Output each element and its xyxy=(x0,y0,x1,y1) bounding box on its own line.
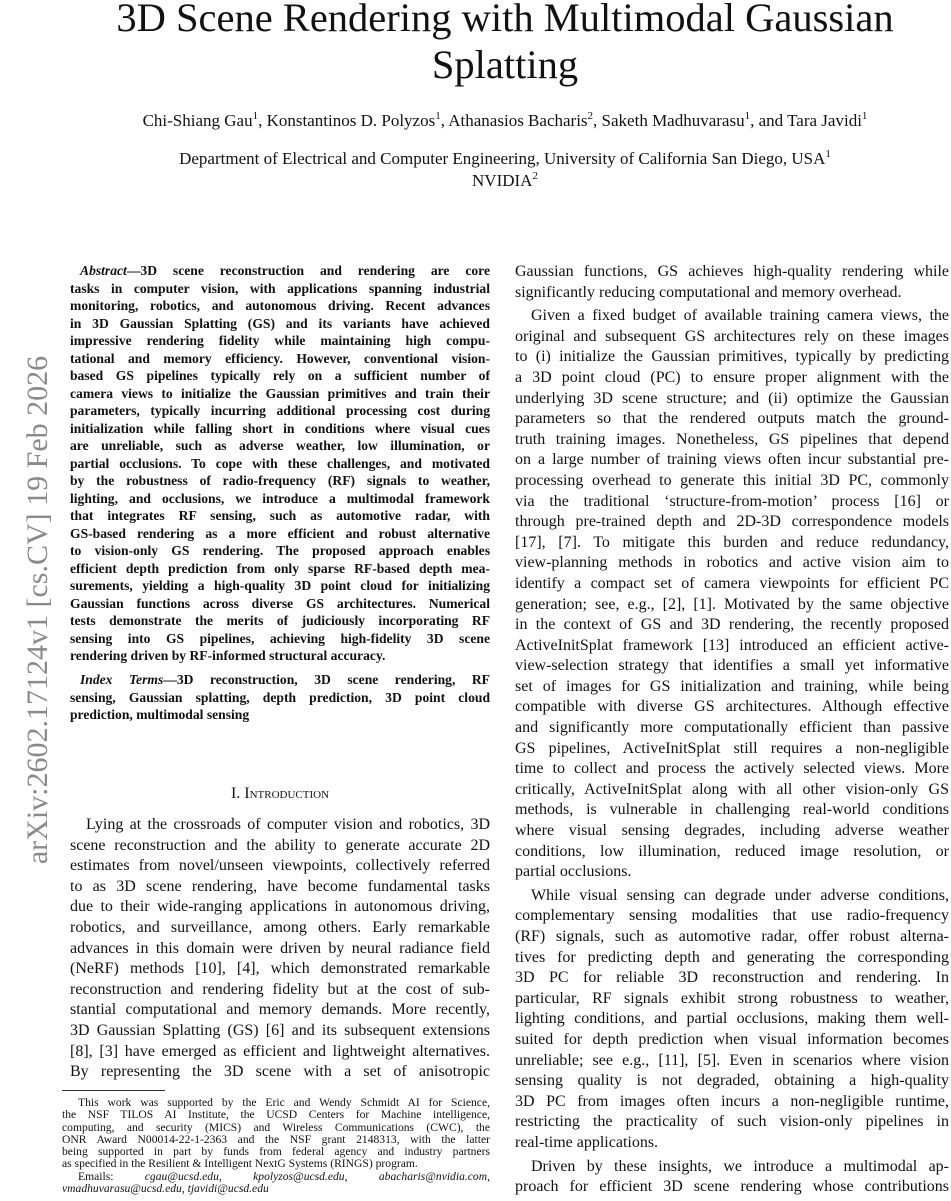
text-line: original and subsequent GS architectures rely on these images xyxy=(515,327,949,345)
text-line xyxy=(70,402,490,420)
text-line: estimates from novel/unseen viewpoints, collectively referred xyxy=(70,857,490,875)
paragraph xyxy=(515,886,949,1154)
text-line: generation; see, e.g., [2], [1]. Motivated by the same objective xyxy=(515,595,949,613)
text-line: scene reconstruction and the ability to generate accurate 2D xyxy=(70,836,490,854)
title-line: Splatting xyxy=(431,42,579,87)
text-line: (RF) signals, such as automotive radar, offer robust alterna- xyxy=(515,928,949,945)
affiliations xyxy=(0,148,951,192)
footnote-emails-line xyxy=(62,1183,490,1195)
text-line: set of images for GS initialization and training, while being xyxy=(515,677,949,695)
text-line: underlying 3D scene structure; and (ii) optimize the Gaussian xyxy=(515,389,949,407)
text-line: a 3D point cloud (PC) to ensure proper alignment with the xyxy=(515,368,949,386)
text-line: stantial computational and memory demands. More recently, xyxy=(70,1001,490,1019)
abstract-line-text: impressive rendering fidelity while maintaining high compu- xyxy=(70,333,490,348)
text-line: 3D PC for reliable 3D reconstruction and rendering. In xyxy=(515,969,949,987)
text-line: to (i) initialize the Gaussian primitives, typically by predicting xyxy=(515,348,949,366)
abstract-line-text: monitoring, robotics, and autonomous driving. Recent advances xyxy=(70,298,490,313)
abstract-label: Abstract xyxy=(80,263,127,278)
text-line: robotics, and surveillance, among others. Early remarkable xyxy=(70,918,490,936)
text-line xyxy=(70,630,490,648)
affiliation xyxy=(0,170,951,192)
text-line xyxy=(70,595,490,613)
abstract-line-text: rendering driven by RF-informed structural accuracy. xyxy=(70,648,386,663)
text-line: in the context of GS and 3D rendering, the recently proposed xyxy=(515,616,949,634)
abstract-line-text: are unreliable, such as adverse weather, low illumination, or xyxy=(70,438,490,453)
text-line: due to their wide-ranging applications in autonomous driving, xyxy=(70,898,490,916)
author-separator: , and xyxy=(750,111,788,130)
text-line: and significantly more computationally efficient than passive xyxy=(515,719,949,737)
text-line: reconstruction and rendering fidelity but at the cost of sub- xyxy=(70,980,490,998)
abstract-line-text: by the robustness of radio-frequency (RF) signals to weather, xyxy=(70,473,490,488)
paper-title xyxy=(0,0,951,88)
text-line: lighting conditions, and partial occlusions, making them well- xyxy=(515,1010,949,1028)
abstract-line-text: in 3D Gaussian Splatting (GS) and its variants have achieved xyxy=(70,315,490,331)
text-line xyxy=(70,385,490,403)
abstract-line-text: initialization while falling short in conditions where visual cues xyxy=(70,420,490,436)
text-line: partial occlusions. xyxy=(515,863,632,881)
email-addresses: cgau@ucsd.edu, kpolyzos@ucsd.edu, abacharis@nvidia.com, xyxy=(144,1169,490,1183)
text-line: Gaussian functions, GS achieves high-quality rendering while xyxy=(515,263,949,280)
footnote xyxy=(62,1097,490,1195)
title-line: 3D Scene Rendering with Multimodal Gaussian xyxy=(116,0,894,40)
text-line: sensing quality is not degraded, obtaining a high-quality xyxy=(515,1072,949,1090)
affiliation-mark: 1 xyxy=(825,148,831,160)
author-name: Athanasios Bacharis xyxy=(448,111,588,130)
text-line xyxy=(70,315,490,333)
abstract-line-text: parameters, typically incurring additional processing cost during xyxy=(70,403,490,418)
text-line xyxy=(70,350,490,368)
author-name: Tara Javidi xyxy=(787,111,862,130)
author-list xyxy=(0,111,951,131)
text-line: particular, RF signals exhibit strong robustness to weather, xyxy=(515,989,949,1007)
abstract-line-text: Gaussian functions across diverse GS architectures. Numerical xyxy=(70,595,490,611)
text-line: (NeRF) methods [10], [4], which demonstrated remarkable xyxy=(70,960,490,978)
abstract-line-text: that integrates RF sensing, such as automotive radar, with xyxy=(70,508,490,523)
paragraph xyxy=(515,1157,949,1198)
abstract-line-text: surements, yielding a high-quality 3D point cloud for initializing xyxy=(70,578,490,593)
author-affiliation-mark: 2 xyxy=(587,110,594,122)
text-line: By representing the 3D scene with a set of anisotropic xyxy=(70,1063,490,1081)
text-line: GS pipelines, ActiveInitSplat still requires a non-negligible xyxy=(515,739,949,757)
footnote-line: computing, and security (MICS) and Wireless Communications (CWC), the xyxy=(62,1120,490,1134)
text-line xyxy=(70,367,490,385)
text-line: methods, is vulnerable in challenging real-world conditions xyxy=(515,801,949,819)
text-line: restricting the practicality of such vision-only pipelines in xyxy=(515,1113,949,1131)
text-line xyxy=(70,280,490,298)
author-separator: , xyxy=(258,111,267,130)
text-line xyxy=(70,297,490,315)
author-separator: , xyxy=(593,111,602,130)
author-affiliation-mark: 1 xyxy=(861,110,868,122)
text-line xyxy=(70,671,490,689)
text-line: view-planning methods in robotics and active vision aim to xyxy=(515,554,949,572)
text-line: While visual sensing can degrade under adverse conditions, xyxy=(531,886,949,904)
text-line: tives for predicting depth and generating the corresponding xyxy=(515,948,949,966)
author-name: Konstantinos D. Polyzos xyxy=(266,111,436,130)
text-line: on a large number of training views often incur substantial pre- xyxy=(515,451,949,469)
text-line: time to collect and process the actively selected views. More xyxy=(515,760,949,778)
text-line xyxy=(70,577,490,595)
text-line: significantly reducing computational and memory overhead. xyxy=(515,283,902,301)
affiliation xyxy=(0,148,951,170)
text-line: truth training images. Nonetheless, GS pipelines that depend xyxy=(515,430,949,448)
text-line: view-selection strategy that identifies a small yet informative xyxy=(515,657,949,675)
author-separator: , xyxy=(440,111,449,130)
text-line: critically, ActiveInitSplat along with all other vision-only GS xyxy=(515,780,949,798)
abstract-line-text: —3D scene reconstruction and rendering are core xyxy=(126,263,490,278)
text-line: [8], [3] have emerged as efficient and lightweight alternatives. xyxy=(70,1042,490,1060)
index_terms-line-text: sensing, Gaussian splatting, depth prediction, 3D point cloud xyxy=(70,689,490,705)
text-line xyxy=(70,455,490,473)
text-line: Lying at the crossroads of computer vision and robotics, 3D xyxy=(86,816,490,833)
text-line: parameters so that the rendered outputs match the ground- xyxy=(515,410,949,428)
text-line xyxy=(70,420,490,438)
abstract xyxy=(70,262,490,665)
author-name: Chi-Shiang Gau xyxy=(142,111,253,130)
abstract-line-text: tational and memory efficiency. However, conventional vision- xyxy=(70,350,490,366)
abstract-line-text: sensing into GS pipelines, achieving high-fidelity 3D scene xyxy=(70,630,490,646)
text-line xyxy=(70,689,490,707)
index_terms-line-text: —3D reconstruction, 3D scene rendering, RF xyxy=(163,672,490,687)
footnote-rule xyxy=(62,1090,165,1091)
index-terms xyxy=(70,671,490,724)
affiliation-name: NVIDIA xyxy=(472,171,533,190)
author-affiliation-mark: 1 xyxy=(435,110,441,122)
text-line: advances in this domain were driven by neural radiance field xyxy=(70,939,490,957)
footnote-line: as specified in the Resilient & Intelligent NextG Systems (RINGS) program. xyxy=(62,1157,418,1171)
affiliation-name: Department of Electrical and Computer Engineering, University of California San Diego, USA xyxy=(179,149,826,168)
text-line xyxy=(70,612,490,630)
text-line: identify a compact set of camera viewpoints for efficient PC xyxy=(515,574,949,592)
author-name: Saketh Madhuvarasu xyxy=(601,111,745,130)
abstract-line-text: lighting, and occlusions, we introduce a multimodal framework xyxy=(70,490,490,506)
author-affiliation-mark: 1 xyxy=(744,110,751,122)
arxiv-identifier: arXiv:2602.17124v1 [cs.CV] 19 Feb 2026 xyxy=(21,355,54,865)
text-line xyxy=(70,647,490,665)
text-line: via the traditional ‘structure-from-motion’ process [16] or xyxy=(515,492,949,510)
text-line: [17], [7]. To mitigate this burden and reduce redundancy, xyxy=(515,533,949,551)
text-line: conditions, low illumination, reduced image resolution, or xyxy=(515,842,949,860)
paragraph xyxy=(70,815,490,1083)
footnote-line: This work was supported by the Eric and Wendy Schmidt AI for Science, xyxy=(78,1096,490,1109)
text-line: proach for efficient 3D scene rendering whose contributions xyxy=(515,1178,949,1196)
index_terms-label: Index Terms xyxy=(80,672,164,687)
abstract-line-text: based GS pipelines typically rely on a sufficient number of xyxy=(70,368,490,383)
abstract-line-text: tests demonstrate the merits of judiciously incorporating RF xyxy=(70,613,490,628)
text-line: processing overhead to generate this initial 3D PC, commonly xyxy=(515,471,949,489)
text-line: compatible with diverse GS architectures. Although effective xyxy=(515,698,949,716)
introduction-text xyxy=(70,815,490,1086)
paragraph xyxy=(515,262,949,303)
footnote-line: ONR Award N00014-22-1-2363 and the NSF grant 2148313, with the latter xyxy=(62,1132,490,1146)
footnote-line: being supported in part by funds from federal agency and industry partners xyxy=(62,1145,490,1159)
text-line xyxy=(70,706,490,724)
text-line xyxy=(70,332,490,350)
text-line xyxy=(70,542,490,560)
abstract-line-text: tasks in computer vision, with applications spanning industrial xyxy=(70,280,490,296)
index_terms-line-text: prediction, multimodal sensing xyxy=(70,707,250,722)
text-line xyxy=(70,472,490,490)
text-line: through pre-trained depth and 2D-3D correspondence models xyxy=(515,513,949,531)
abstract-line-text: partial occlusions. To cope with these challenges, and motivated xyxy=(70,455,490,471)
text-line: 3D Gaussian Splatting (GS) [6] and its subsequent extensions xyxy=(70,1021,490,1039)
text-line xyxy=(70,560,490,578)
affiliation-mark: 2 xyxy=(532,170,538,182)
text-line: Given a fixed budget of available training camera views, the xyxy=(531,307,949,325)
abstract-line-text: camera views to initialize the Gaussian primitives and train their xyxy=(70,385,490,401)
emails-label: Emails: xyxy=(78,1169,114,1183)
author-affiliation-mark: 1 xyxy=(252,110,259,122)
text-line xyxy=(70,262,490,280)
text-line: Driven by these insights, we introduce a multimodal ap- xyxy=(531,1157,949,1175)
text-line xyxy=(70,525,490,543)
text-line xyxy=(70,437,490,455)
text-line: complementary sensing modalities that use radio-frequency xyxy=(515,907,949,925)
text-line: where visual sensing degrades, including adverse weather xyxy=(515,822,949,840)
text-line xyxy=(70,507,490,525)
text-line: 3D PC from images often incurs a non-negligible runtime, xyxy=(515,1092,949,1110)
abstract-line-text: to vision-only GS rendering. The proposed approach enables xyxy=(70,543,490,558)
abstract-line-text: efficient depth prediction from only sparse RF-based depth mea- xyxy=(70,560,490,576)
text-line xyxy=(70,490,490,508)
footnote-line: the NSF TILOS AI Institute, the UCSD Centers for Machine intelligence, xyxy=(62,1108,490,1122)
text-line: ActiveInitSplat framework [13] introduced an efficient active- xyxy=(515,636,949,654)
email-addresses: vmadhuvarasu@ucsd.edu, tjavidi@ucsd.edu xyxy=(62,1182,269,1196)
abstract-line-text: GS-based rendering as a more efficient and robust alternative xyxy=(70,525,490,541)
text-line: to as 3D scene rendering, have become fundamental tasks xyxy=(70,877,490,895)
text-line: suited for depth prediction when visual information becomes xyxy=(515,1030,949,1048)
right-column-text xyxy=(515,262,949,1201)
text-line: real-time applications. xyxy=(515,1133,659,1151)
paragraph xyxy=(515,306,949,883)
text-line: unreliable; see e.g., [11], [5]. Even in scenarios where vision xyxy=(515,1051,949,1069)
section-heading: I. Introduction xyxy=(230,785,330,802)
